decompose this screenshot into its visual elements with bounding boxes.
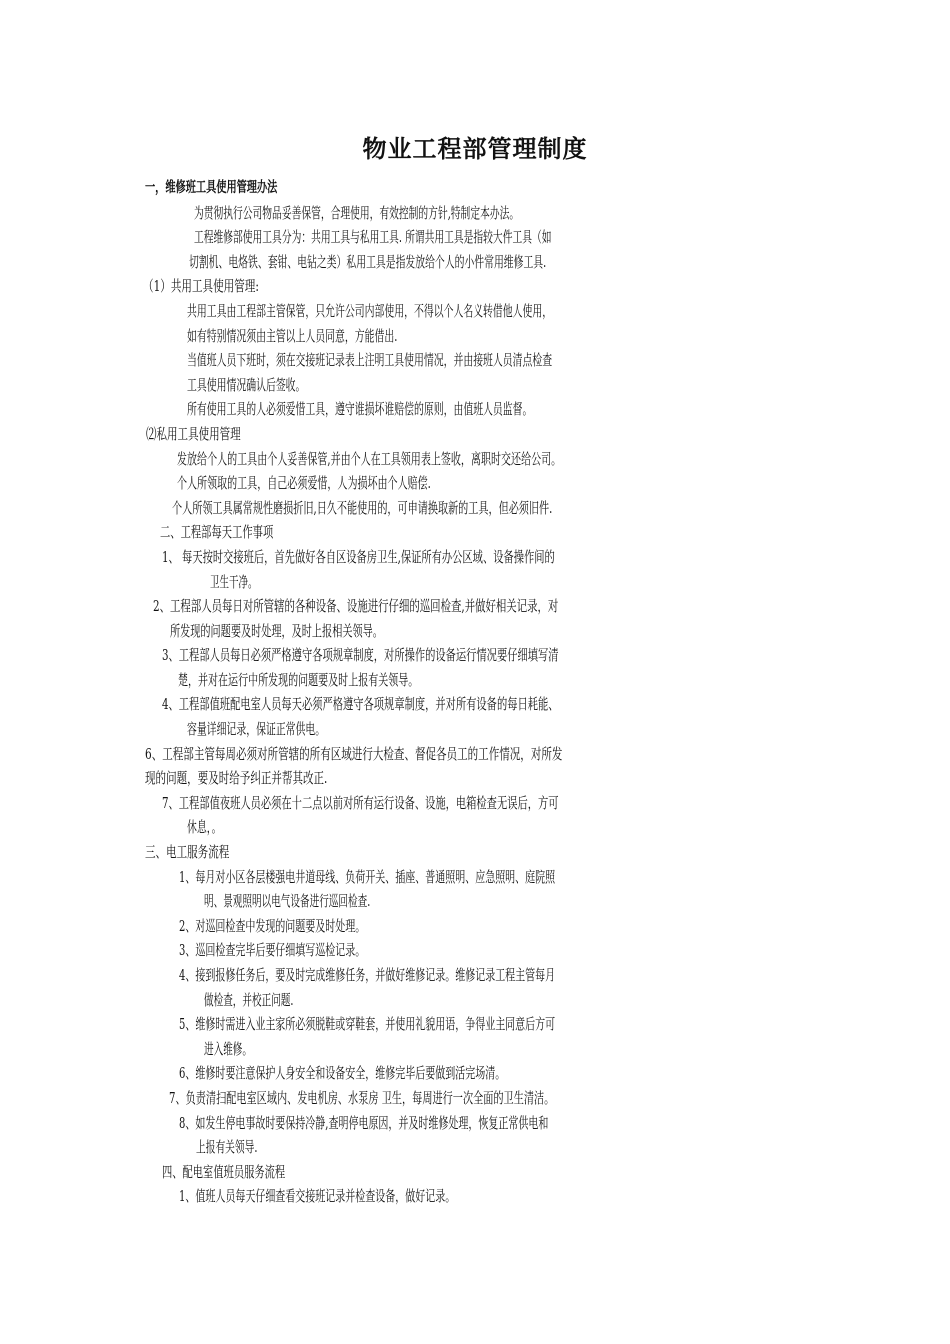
document-title: 物业工程部管理制度 xyxy=(362,135,588,163)
list-item-continuation: 楚，并对在运行中所发现的问题要及时上报有关领导。 xyxy=(178,670,419,689)
paragraph-line: 发放给个人的工具由个人妥善保管,并由个人在工具领用表上签收，离职时交还给公司。 xyxy=(177,449,562,468)
list-item-continuation: 现的问题，要及时给予纠正并帮其改正. xyxy=(145,769,328,788)
document-body xyxy=(0,176,950,1209)
list-item: 1、每月对小区各层楼强电井道母线、负荷开关、插座、普通照明、应急照明、庭院照 xyxy=(179,867,556,886)
list-item: 4、工程部值班配电室人员每天必须严格遵守各项规章制度，并对所有设备的每日耗能、 xyxy=(162,695,559,714)
list-item: 7、工程部值夜班人员必须在十二点以前对所有运行设备、设施，电箱检查无误后，方可 xyxy=(162,793,559,812)
list-item: 8、如发生停电事故时要保持冷静,查明停电原因，并及时维修处理，恢复正常供电和 xyxy=(179,1113,549,1132)
paragraph-line: 个人所领工具属常规性磨损折旧,日久不能使用的，可申请换取新的工具，但必须旧件. xyxy=(172,498,553,517)
paragraph-line: 当值班人员下班时，须在交接班记录表上注明工具使用情况，并由接班人员清点检查 xyxy=(187,351,553,370)
list-item: 6、维修时要注意保护人身安全和设备安全，维修完毕后要做到活完场清。 xyxy=(179,1064,506,1083)
paragraph-line: 工程维修部使用工具分为：共用工具与私用工具. 所谓共用工具是指较大件工具（如 xyxy=(194,228,552,247)
list-item: 7、负责清扫配电室区域内、发电机房、水泵房 卫生，每周进行一次全面的卫生清洁。 xyxy=(169,1088,555,1107)
list-item-continuation: 做检查，并校正问题. xyxy=(204,990,294,1009)
subsection-heading: （1）共用工具使用管理: xyxy=(143,277,259,296)
list-item: 1、值班人员每天仔细查看交接班记录并检查设备，做好记录。 xyxy=(179,1187,456,1206)
list-item: 5、维修时需进入业主家所必须脱鞋或穿鞋套，并使用礼貌用语，争得业主同意后方可 xyxy=(179,1015,556,1034)
list-item: 3、工程部人员每日必须严格遵守各项规章制度，对所操作的设备运行情况要仔细填写清 xyxy=(162,646,559,665)
paragraph-line: 如有特别情况须由主管以上人员同意，方能借出. xyxy=(187,326,398,345)
list-item-continuation: 上报有关领导. xyxy=(196,1138,258,1157)
paragraph-line: 所有使用工具的人必须爱惜工具，遵守谁损坏谁赔偿的原则，由值班人员监督。 xyxy=(187,400,533,419)
paragraph-line: 切割机、电烙铁、套钳、电钻之类）私用工具是指发放给个人的小件常用维修工具. xyxy=(189,252,547,271)
paragraph-line: 为贯彻执行公司物品妥善保管，合理使用，有效控制的方针,特制定本办法。 xyxy=(194,203,520,222)
list-item-continuation: 卫生干净。 xyxy=(210,572,258,591)
list-item-continuation: 明、景观照明以电气设备进行巡回检查. xyxy=(204,892,371,911)
list-item: 2、工程部人员每日对所管辖的各种设备、设施进行仔细的巡回检查,并做好相关记录，对 xyxy=(153,597,559,616)
list-item-continuation: 容量详细记录，保证正常供电。 xyxy=(187,720,326,739)
list-item: 1、 每天按时交接班后，首先做好各自区设备房卫生,保证所有办公区域、设备操作间的 xyxy=(162,547,555,566)
section-heading: 四、配电室值班员服务流程 xyxy=(162,1162,286,1181)
paragraph-line: 共用工具由工程部主管保管，只允许公司内部使用，不得以个人名义转借他人使用， xyxy=(187,301,553,320)
list-item: 6、工程部主管每周必须对所管辖的所有区域进行大检查、督促各员工的工作情况，对所发 xyxy=(145,744,563,763)
section-heading: 二、工程部每天工作事项 xyxy=(160,523,274,542)
list-item-continuation: 所发现的问题要及时处理，及时上报相关领导。 xyxy=(170,621,383,640)
list-item: 3、巡回检查完毕后要仔细填写巡检记录。 xyxy=(179,941,366,960)
list-item: 4、接到报修任务后，要及时完成维修任务，并做好维修记录。维修记录工程主管每月 xyxy=(179,966,556,984)
paragraph-line: 个人所领取的工具，自己必须爱惜，人为损坏由个人赔偿. xyxy=(177,474,431,493)
subsection-heading: ⑵私用工具使用管理 xyxy=(146,424,241,443)
paragraph-line: 工具使用情况确认后签收。 xyxy=(187,375,306,394)
list-item-continuation: 休息，。 xyxy=(187,818,222,837)
list-item: 2、对巡回检查中发现的问题要及时处理。 xyxy=(179,916,366,935)
section-heading: 三、电工服务流程 xyxy=(145,843,230,862)
list-item-continuation: 进入维修。 xyxy=(204,1039,253,1058)
section-heading: 一，维修班工具使用管理办法 xyxy=(145,180,278,196)
